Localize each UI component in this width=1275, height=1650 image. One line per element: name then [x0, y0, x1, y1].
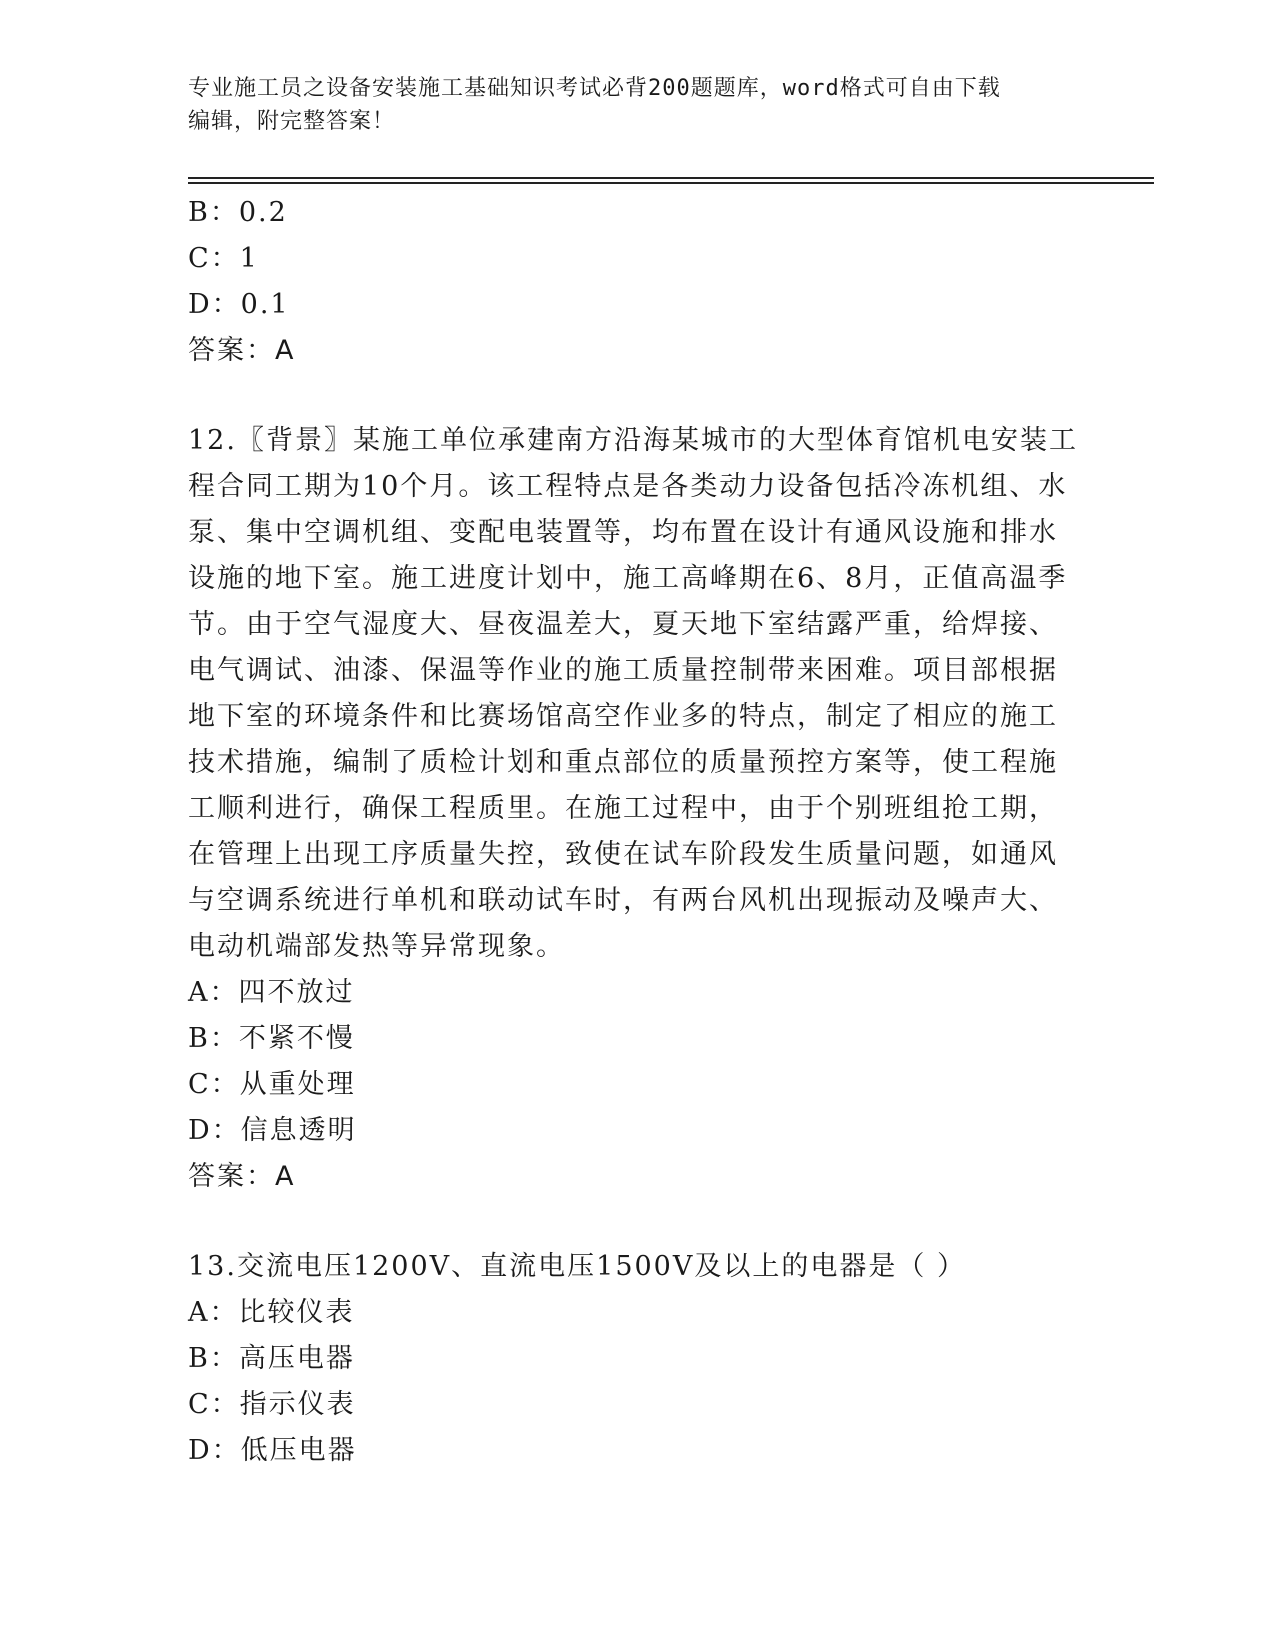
q13-question: 13.交流电压1200V、直流电压1500V及以上的电器是（ ） — [188, 1251, 966, 1282]
q12-option-c: C：从重处理 — [188, 1069, 356, 1100]
q12-stem-line: 电动机端部发热等异常现象。 — [188, 931, 565, 962]
q12-stem-line: 12.〖背景〗某施工单位承建南方沿海某城市的大型体育馆机电安装工 — [188, 425, 1078, 456]
q11-option-b: B：0.2 — [188, 197, 288, 228]
q12-stem — [188, 418, 1088, 970]
q12-option-b: B：不紧不慢 — [188, 1023, 355, 1054]
header-divider-top — [188, 177, 1154, 179]
header-title-line-1: 专业施工员之设备安装施工基础知识考试必背200题题库，word格式可自由下载 — [188, 76, 1001, 101]
question-13-block — [188, 1244, 1088, 1474]
q11-option-d: D：0.1 — [188, 289, 290, 320]
spacer — [188, 1200, 1088, 1244]
document-header — [188, 72, 1068, 138]
q12-stem-line: 泵、集中空调机组、变配电装置等，均布置在设计有通风设施和排水 — [188, 517, 1058, 548]
question-11-block — [188, 190, 1088, 374]
q12-stem-line: 电气调试、油漆、保温等作业的施工质量控制带来困难。项目部根据 — [188, 655, 1058, 686]
question-content — [188, 190, 1088, 1474]
spacer — [188, 374, 1088, 418]
q13-option-c: C：指示仪表 — [188, 1389, 356, 1420]
q12-stem-line: 节。由于空气湿度大、昼夜温差大，夏天地下室结露严重，给焊接、 — [188, 609, 1058, 640]
header-divider-bottom — [188, 182, 1154, 184]
q13-option-b: B：高压电器 — [188, 1343, 355, 1374]
q11-option-c: C：1 — [188, 243, 259, 274]
q12-answer: 答案：A — [188, 1161, 296, 1192]
q12-option-d: D：信息透明 — [188, 1115, 357, 1146]
question-12-block — [188, 418, 1088, 1200]
q13-option-d: D：低压电器 — [188, 1435, 357, 1466]
q13-option-a: A：比较仪表 — [188, 1297, 355, 1328]
q12-stem-line: 设施的地下室。施工进度计划中，施工高峰期在6、8月，正值高温季 — [188, 563, 1068, 594]
q12-stem-line: 在管理上出现工序质量失控，致使在试车阶段发生质量问题，如通风 — [188, 839, 1058, 870]
q12-option-a: A：四不放过 — [188, 977, 355, 1008]
q12-stem-line: 技术措施，编制了质检计划和重点部位的质量预控方案等，使工程施 — [188, 747, 1058, 778]
q12-stem-line: 地下室的环境条件和比赛场馆高空作业多的特点，制定了相应的施工 — [188, 701, 1058, 732]
header-title-line-2: 编辑，附完整答案！ — [188, 109, 396, 134]
q11-answer: 答案：A — [188, 335, 296, 366]
q12-stem-line: 工顺利进行，确保工程质里。在施工过程中，由于个别班组抢工期， — [188, 793, 1058, 824]
q12-stem-line: 与空调系统进行单机和联动试车时，有两台风机出现振动及噪声大、 — [188, 885, 1058, 916]
q12-stem-line: 程合同工期为10个月。该工程特点是各类动力设备包括冷冻机组、水 — [188, 471, 1068, 502]
